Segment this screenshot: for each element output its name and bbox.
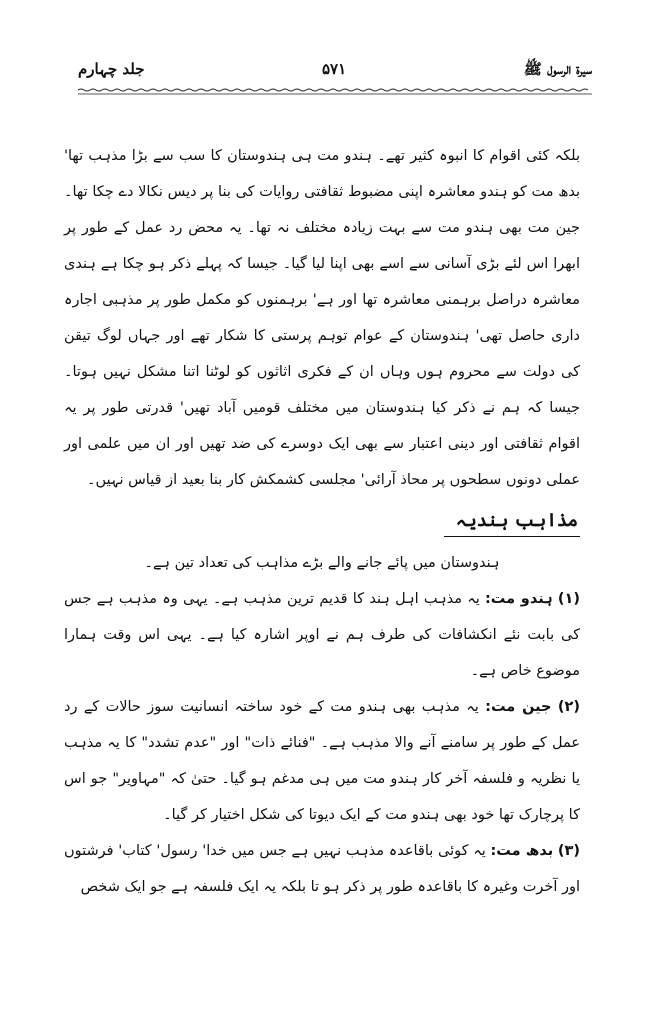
running-header [78,58,592,84]
item-text: یہ کوئی باقاعدہ مذہب نہیں ہے جس میں خدا' رسول' کتاب' فرشتوں اور آخرت وغیرہ کا باقاعدہ طور پر ذکر ہو تا بلکہ یہ ایک فلسفہ ہے جو ایک شخص [64,843,580,895]
list-item [64,581,580,689]
page-number: ۵۷۱ [322,60,347,78]
intro-line: ہندوستان میں پائے جانے والے بڑے مذاہب کی تعداد تین ہے۔ [144,555,500,571]
section-heading [64,508,580,537]
item-number: (۱) [557,591,581,607]
item-number: (۳) [557,843,581,859]
book-title: سیرۃ الرسول ﷺ [523,60,592,78]
item-term: ہندو مت: [485,591,553,607]
item-term: جین مت: [485,699,552,715]
section-heading-text: مذاہب ہندیہ [444,508,580,537]
header-wavy-rule [78,88,592,96]
item-term: بدھ مت: [490,843,554,859]
list-item [64,833,580,905]
page-body [64,138,580,996]
item-text: یہ مذہب بھی ہندو مت کے خود ساختہ انسانیت سوز حالات کے رد عمل کے طور پر سامنے آنے والا مذہب ہے۔ "فنائے ذات" اور "عدم تشدد" کا یہ مذہب یا نظریہ و فلسفہ آخر کار ہندو مت میں ہی مدغم ہو گیا۔ حتیٰ کہ "مہاویر" جو اس کا پرچارک تھا خود بھی ہندو مت کے ایک دیوتا کی شکل اختیار کر گیا۔ [64,699,580,823]
item-text: یہ مذہب اہل ہند کا قدیم ترین مذہب ہے۔ یہی وہ مذہب ہے جس کی بابت نئے انکشافات کی طرف ہم نے اوپر اشارہ کیا ہے۔ یہی اس وقت ہمارا موضوع خاص ہے۔ [64,591,580,679]
list-item [64,689,580,833]
item-number: (۲) [557,699,580,715]
body-paragraph: بلکہ کئی اقوام کا انبوہ کثیر تھے۔ ہندو مت ہی ہندوستان کا سب سے بڑا مذہب تھا' بدھ مت کو ہندو معاشرہ اپنی مضبوط ثقافتی روایات کی بنا پر دیس نکالا دے چکا تھا۔ جین مت بھی ہندو مت سے بہت زیادہ مختلف نہ تھا۔ یہ محض رد عمل کے طور پر ابھرا اس لئے بڑی آسانی سے اسے بھی اپنا لیا گیا۔ جیسا کہ پہلے ذکر ہو چکا ہے ہندی معاشرہ دراصل برہمنی معاشرہ تھا اور ہے' برہمنوں کو مکمل طور پر مذہبی اجارہ داری حاصل تھی' ہندوستان کے عوام توہم پرستی کا شکار تھے اور جہاں لوگ تیقن کی دولت سے محروم ہوں وہاں ان کے فکری اثاثوں کو لوٹنا اتنا مشکل نہیں ہوتا۔ جیسا کہ ہم نے ذکر کیا ہندوستان میں مختلف قومیں آباد تھیں' قدرتی طور پر یہ اقوام ثقافتی اور دینی اعتبار سے بھی ایک دوسرے کی ضد تھیں اور ان میں علمی اور عملی دونوں سطحوں پر محاذ آرائی' مجلسی کشمکش کار بنا بعید از قیاس نہیں۔ [64,148,580,488]
volume-label: جلد چہارم [78,60,145,78]
